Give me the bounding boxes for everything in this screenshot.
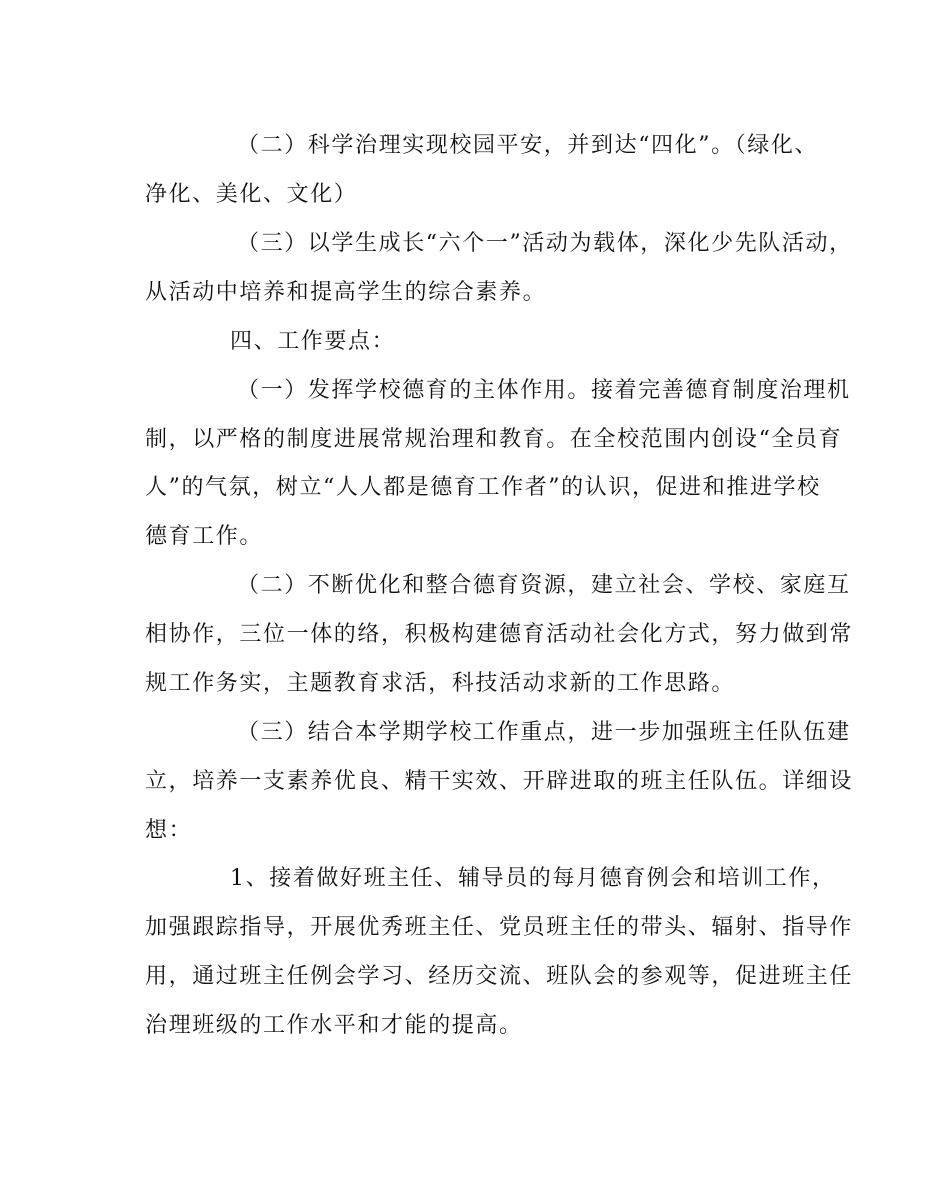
text-line: 净化、美化、文化） — [145, 182, 358, 207]
text-line: （二）科学治理实现校园平安，并到达“四化”。（绿化、 — [237, 133, 819, 158]
section-heading: 四、工作要点： — [230, 329, 396, 354]
text-line: 立，培养一支素养优良、精干实效、开辟进取的班主任队伍。详细设 — [145, 769, 854, 794]
text-line: 1、接着做好班主任、辅导员的每月德育例会和培训工作， — [230, 866, 836, 891]
text-line: 德育工作。 — [145, 524, 264, 549]
text-line: （一）发挥学校德育的主体作用。接着完善德育制度治理机 — [237, 378, 851, 403]
text-line: （二）不断优化和整合德育资源，建立社会、学校、家庭互 — [237, 573, 851, 598]
text-line: 从活动中培养和提高学生的综合素养。 — [145, 280, 547, 305]
text-line: 加强跟踪指导，开展优秀班主任、党员班主任的带头、辐射、指导作 — [145, 915, 854, 940]
text-line: （三）以学生成长“六个一”活动为载体，深化少先队活动， — [237, 231, 853, 256]
text-line: （三）结合本学期学校工作重点，进一步加强班主任队伍建 — [237, 720, 851, 745]
text-line: 相协作，三位一体的络，积极构建德育活动社会化方式，努力做到常 — [145, 622, 854, 647]
text-line: 规工作务实，主题教育求活，科技活动求新的工作思路。 — [145, 671, 736, 696]
text-line: 想： — [145, 818, 193, 843]
text-line: 人”的气氛，树立“人人都是德育工作者”的认识，促进和推进学校 — [145, 475, 821, 500]
text-line: 制，以严格的制度进展常规治理和教育。在全校范围内创设“全员育 — [145, 427, 843, 452]
text-line: 治理班级的工作水平和才能的提高。 — [145, 1013, 523, 1038]
text-line: 用，通过班主任例会学习、经历交流、班队会的参观等，促进班主任 — [145, 964, 854, 989]
